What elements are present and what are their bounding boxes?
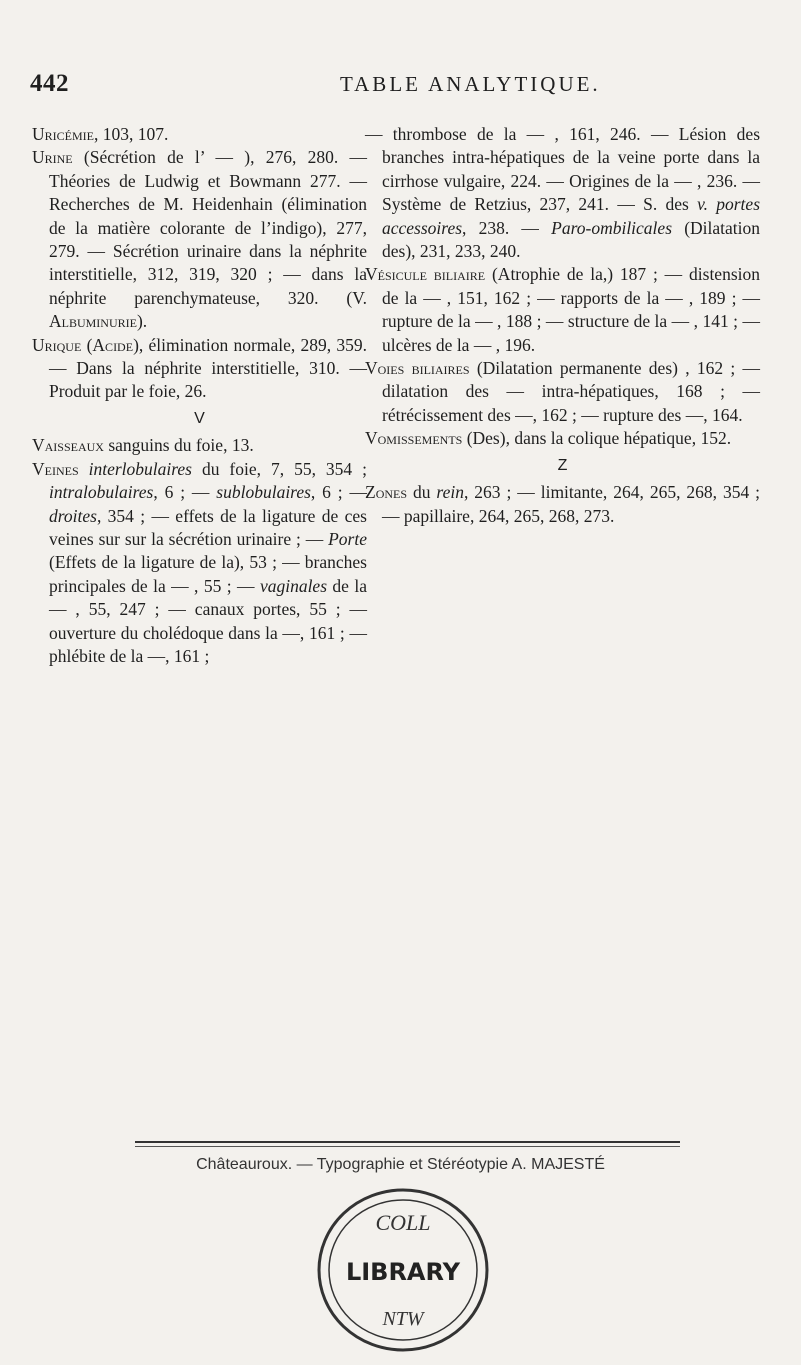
running-title: TABLE ANALYTIQUE. xyxy=(340,72,601,96)
index-entry: Zones du rein, 263 ; — limitante, 264, 265, 268, 354 ; — papillaire, 264, 265, 268, 273. xyxy=(365,482,761,526)
printer-imprint: Châteauroux. — Typographie et Stéréotypie A. MAJESTÉ xyxy=(196,1156,605,1173)
entries-z xyxy=(365,481,760,528)
index-entry: — thrombose de la — , 161, 246. — Lésion des branches intra-hépatiques de la veine porte dans la cirrhose vulgaire, 224. — Origines de la — , 236. — Système de Retzius, 237, 241. — S. des v. portes accessoires, 238. — Paro-ombilicales (Dilatation des), 231, 233, 240. xyxy=(365,124,761,262)
index-entry: Vaisseaux sanguins du foie, 13. xyxy=(32,435,254,456)
index-entry: Vomissements (Des), dans la colique hépatique, 152. xyxy=(365,428,732,449)
entries-v-continued xyxy=(365,123,760,451)
entries-v xyxy=(32,434,367,668)
index-entry: Urique (Acide), élimination normale, 289, 359. — Dans la néphrite interstitielle, 310. — Produit par le foie, 26. xyxy=(32,334,368,402)
page-header xyxy=(30,70,750,104)
stamp-bottom-text: NTW xyxy=(382,1308,424,1330)
stamp-middle-text: LIBRARY xyxy=(345,1258,461,1286)
section-letter-v: V xyxy=(194,409,205,427)
page-number: 442 xyxy=(30,70,69,97)
section-letter-z: Z xyxy=(557,456,568,474)
index-entry: Uricémie, 103, 107. xyxy=(32,124,169,144)
index-entry: Urine (Sécrétion de l’ — ), 276, 280. —Théories de Ludwig et Bowmann 277. — Recherches de M. Heidenhain (élimination de la matière colorante de l’indigo), 277, 279. — Sécrétion urinaire dans la néphrite interstitielle, 312, 319, 320 ; — dans la néphrite parenchymateuse, 320. (V. Albuminurie). xyxy=(32,147,367,332)
entries-u xyxy=(32,123,367,404)
footer-rule-thin xyxy=(135,1146,680,1147)
footer-rule xyxy=(135,1141,680,1143)
stamp-top-text: COLL xyxy=(375,1210,431,1235)
index-entry: Voies biliaires (Dilatation permanente des) , 162 ; — dilatation des — intra-hépatiques, 168 ; — rétrécissement des —, 162 ; — rupture des —, 164. xyxy=(365,358,760,425)
right-column xyxy=(365,123,760,528)
index-entry: Veines interlobulaires du foie, 7, 55, 354 ; intralobulaires, 6 ; — sublobulaires, 6 ; — droites, 354 ; — effets de la ligature de ces veines sur sur la sécrétion urinaire ; — Porte (Effets de la ligature de la), 53 ; — branches principales de la — , 55 ; — vaginales de la — , 55, 247 ; — canaux portes, 55 ; — ouverture du cholédoque dans la —, 161 ; — phlébite de la —, 161 ; xyxy=(32,458,367,666)
library-stamp xyxy=(313,1185,493,1355)
index-entry: Vésicule biliaire (Atrophie de la,) 187 ; — distension de la — , 151, 162 ; — rapports de la — , 189 ; — rupture de la — , 188 ; — structure de la — , 141 ; — ulcères de la — , 196. xyxy=(365,264,760,355)
left-column xyxy=(32,123,367,668)
